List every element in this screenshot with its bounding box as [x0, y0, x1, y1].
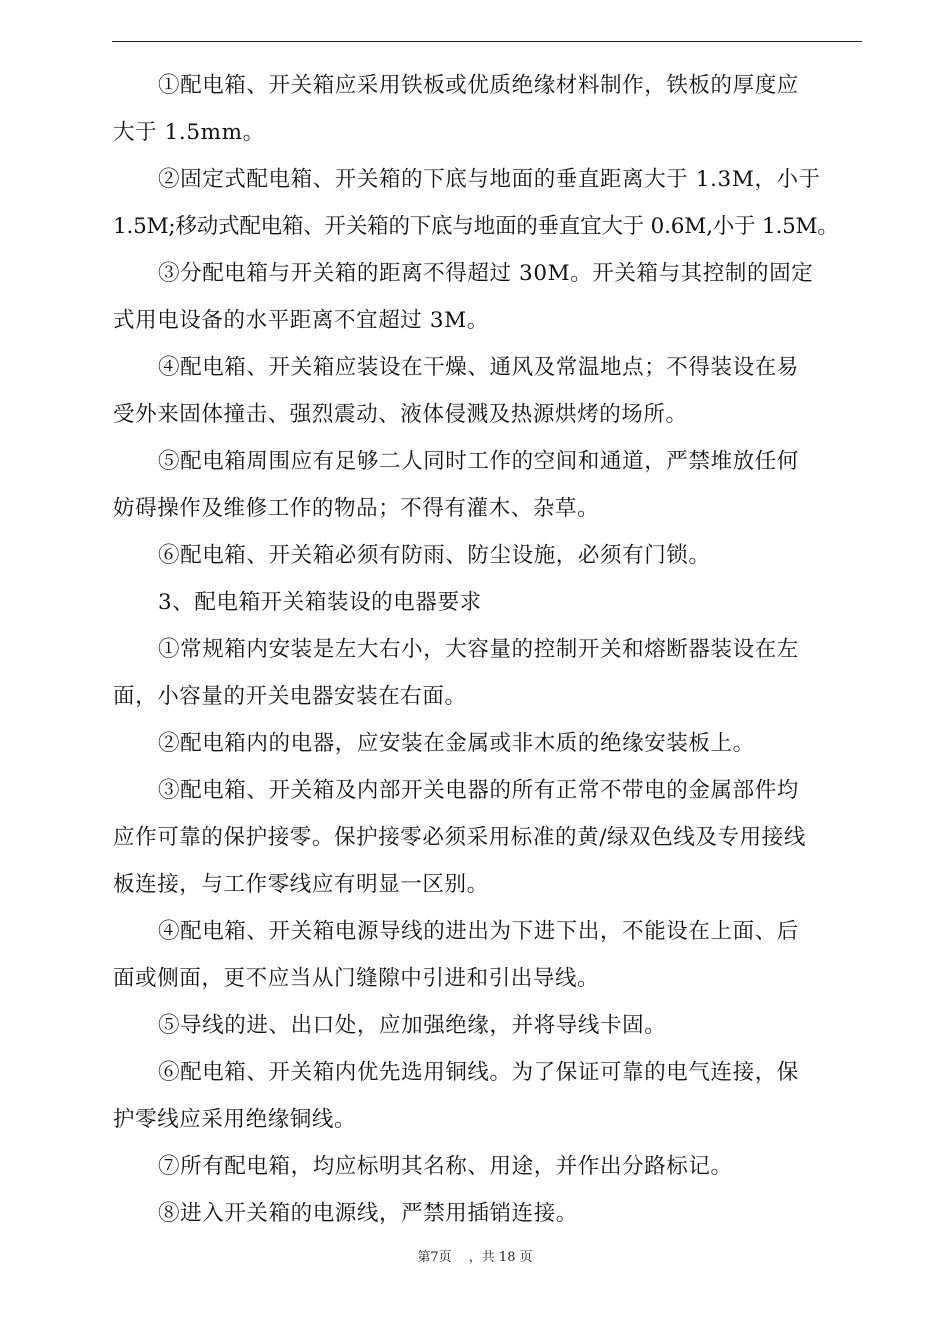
paragraph-line: ④配电箱、开关箱电源导线的进出为下进下出，不能设在上面、后: [158, 919, 799, 944]
paragraph-line: ④配电箱、开关箱应装设在干燥、通风及常温地点；不得装设在易: [158, 355, 799, 380]
paragraph-line: ⑤导线的进、出口处，应加强绝缘，并将导线卡固。: [158, 1013, 667, 1038]
document-body: [113, 62, 873, 1237]
paragraph-line: ③分配电箱与开关箱的距离不得超过 30M。开关箱与其控制的固定: [158, 261, 814, 286]
paragraph-line: ⑥配电箱、开关箱内优先选用铜线。为了保证可靠的电气连接，保: [158, 1060, 799, 1085]
paragraph-10: [113, 908, 873, 1002]
paragraph-line: ①常规箱内安装是左大右小，大容量的控制开关和熔断器装设在左: [158, 637, 799, 662]
paragraph-line: 护零线应采用绝缘铜线。: [113, 1107, 357, 1132]
paragraph-line: 板连接，与工作零线应有明显一区别。: [113, 872, 489, 897]
paragraph-line: 面或侧面，更不应当从门缝隙中引进和引出导线。: [113, 966, 600, 991]
paragraph-4: [113, 344, 873, 438]
paragraph-line: 受外来固体撞击、强烈震动、液体侵溅及热源烘烤的场所。: [113, 402, 688, 427]
paragraph-line: ⑤配电箱周围应有足够二人同时工作的空间和通道，严禁堆放任何: [158, 449, 799, 474]
paragraph-3: [113, 250, 873, 344]
paragraph-14: [113, 1190, 873, 1237]
paragraph-11: [113, 1002, 873, 1049]
section-heading: [113, 579, 873, 626]
paragraph-line: 1.5M;移动式配电箱、开关箱的下底与地面的垂直宜大于 0.6M,小于 1.5M。: [113, 214, 839, 239]
paragraph-line: 式用电设备的水平距离不宜超过 3M。: [113, 308, 489, 333]
paragraph-1: [113, 62, 873, 156]
paragraph-line: ②配电箱内的电器，应安装在金属或非木质的绝缘安装板上。: [158, 731, 755, 756]
paragraph-2: [113, 156, 873, 250]
paragraph-line: ①配电箱、开关箱应采用铁板或优质绝缘材料制作，铁板的厚度应: [158, 73, 799, 98]
paragraph-line: ⑦所有配电箱，均应标明其名称、用途，并作出分路标记。: [158, 1154, 733, 1179]
paragraph-line: 妨碍操作及维修工作的物品；不得有灌木、杂草。: [113, 496, 600, 521]
paragraph-13: [113, 1143, 873, 1190]
paragraph-12: [113, 1049, 873, 1143]
paragraph-5: [113, 438, 873, 532]
paragraph-line: 面，小容量的开关电器安装在右面。: [113, 684, 467, 709]
paragraph-line: 大于 1.5mm。: [113, 120, 265, 145]
paragraph-8: [113, 720, 873, 767]
paragraph-line: ②固定式配电箱、开关箱的下底与地面的垂直距离大于 1.3M，小于: [158, 167, 821, 192]
header-rule: [112, 41, 862, 42]
paragraph-9: [113, 767, 873, 908]
paragraph-line: ⑧进入开关箱的电源线，严禁用插销连接。: [158, 1201, 578, 1226]
paragraph-7: [113, 626, 873, 720]
section-heading-text: 3、配电箱开关箱装设的电器要求: [158, 590, 482, 615]
paragraph-line: ⑥配电箱、开关箱必须有防雨、防尘设施，必须有门锁。: [158, 543, 711, 568]
paragraph-line: ③配电箱、开关箱及内部开关电器的所有正常不带电的金属部件均: [158, 778, 799, 803]
paragraph-6: [113, 532, 873, 579]
page-footer: 第7页 ，共 18 页: [417, 1250, 533, 1265]
paragraph-line: 应作可靠的保护接零。保护接零必须采用标准的黄/绿双色线及专用接线: [113, 825, 806, 850]
